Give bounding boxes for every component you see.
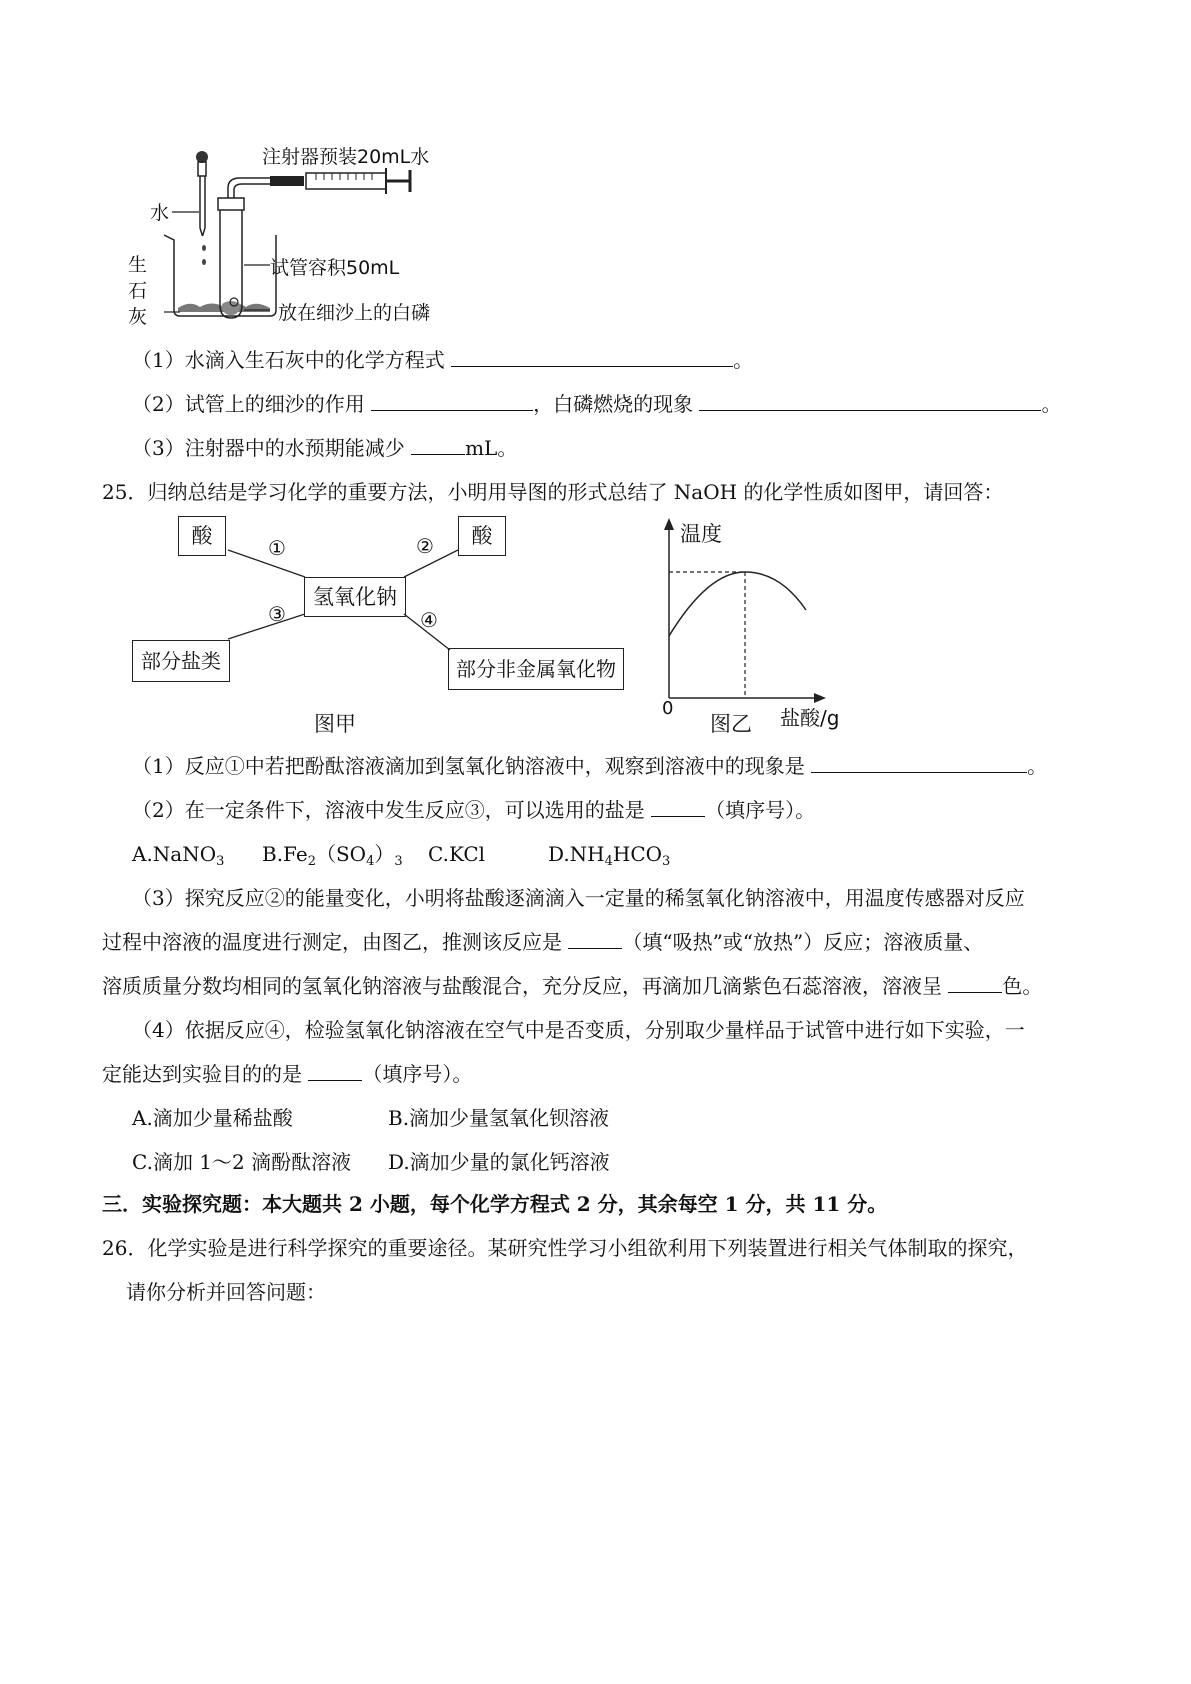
label-reaction-2: ② bbox=[416, 534, 434, 558]
figure-yi bbox=[650, 512, 870, 742]
q25-part4-option-a[interactable]: A.滴加少量稀盐酸 bbox=[132, 1106, 293, 1130]
answer-blank[interactable] bbox=[308, 1060, 362, 1081]
caption-yi: 图乙 bbox=[710, 712, 752, 736]
q25-part4-line1: （4）依据反应④，检验氢氧化钠溶液在空气中是否变质，分别取少量样品于试管中进行如下实验，一 bbox=[132, 1018, 1025, 1042]
box-salts: 部分盐类 bbox=[132, 640, 230, 682]
answer-blank[interactable] bbox=[371, 390, 533, 411]
q24-part1: （1）水滴入生石灰中的化学方程式 。 bbox=[132, 348, 754, 372]
figure-jia bbox=[130, 512, 630, 742]
answer-blank[interactable] bbox=[948, 972, 1002, 993]
box-nonmetal-oxides: 部分非金属氧化物 bbox=[448, 648, 624, 690]
q26-line2: 请你分析并回答问题： bbox=[126, 1280, 326, 1304]
option-a[interactable]: A.NaNO$_3$ bbox=[132, 842, 225, 869]
q25-part3-line2: 过程中溶液的温度进行测定，由图乙，推测该反应是 （填“吸热”或“放热”）反应；溶液质量、 bbox=[102, 930, 984, 954]
answer-blank[interactable] bbox=[699, 390, 1041, 411]
q25-part4-option-b[interactable]: B.滴加少量氢氧化钡溶液 bbox=[388, 1106, 610, 1130]
q25-part1: （1）反应①中若把酚酞溶液滴加到氢氧化钠溶液中，观察到溶液中的现象是 。 bbox=[132, 754, 1048, 778]
q26-line1: 26．化学实验是进行科学探究的重要途径。某研究性学习小组欲利用下列装置进行相关气体制取的探究， bbox=[102, 1236, 1028, 1260]
graph-origin: 0 bbox=[662, 698, 674, 719]
answer-blank[interactable] bbox=[411, 434, 465, 455]
option-c[interactable]: C.KCl bbox=[428, 842, 486, 866]
box-acid-right: 酸 bbox=[458, 516, 506, 556]
label-lime-2: 石 bbox=[128, 280, 148, 302]
q24-part3: （3）注射器中的水预期能减少 mL。 bbox=[132, 436, 518, 460]
label-syringe: 注射器预装20mL水 bbox=[262, 146, 430, 168]
option-b[interactable]: $B.Fe_2(SO_4)_3$ bbox=[262, 842, 403, 869]
q25-part3-line1: （3）探究反应②的能量变化，小明将盐酸逐滴滴入一定量的稀氢氧化钠溶液中，用温度传感器对反应 bbox=[132, 886, 1025, 910]
label-lime-3: 灰 bbox=[128, 306, 148, 328]
label-reaction-3: ③ bbox=[268, 602, 286, 626]
q24-part2: （2）试管上的细沙的作用 ，白磷燃烧的现象 。 bbox=[132, 392, 1062, 416]
box-acid-left: 酸 bbox=[178, 516, 226, 556]
q25-part4-option-d[interactable]: D.滴加少量的氯化钙溶液 bbox=[388, 1150, 610, 1174]
graph-ylabel: 温度 bbox=[680, 522, 722, 546]
caption-jia: 图甲 bbox=[314, 712, 356, 736]
label-tube: 试管容积50mL bbox=[270, 257, 400, 279]
label-reaction-4: ④ bbox=[420, 608, 438, 632]
label-lime-1: 生 bbox=[128, 254, 148, 276]
box-naoh: 氢氧化钠 bbox=[304, 577, 406, 617]
label-reaction-1: ① bbox=[268, 536, 286, 560]
answer-blank[interactable] bbox=[451, 346, 733, 367]
answer-blank[interactable] bbox=[568, 928, 622, 949]
q25-title: 25．归纳总结是学习化学的重要方法，小明用导图的形式总结了 NaOH 的化学性质如图甲，请回答： bbox=[102, 480, 1004, 504]
q25-part3-line3: 溶质质量分数均相同的氢氧化钠溶液与盐酸混合，充分反应，再滴加几滴紫色石蕊溶液，溶液呈 色。 bbox=[102, 974, 1043, 998]
section-3-heading: 三．实验探究题：本大题共 2 小题，每个化学方程式 2 分，其余每空 1 分，共 11 分。 bbox=[102, 1192, 888, 1216]
q25-part4-option-c[interactable]: C.滴加 1～2 滴酚酞溶液 bbox=[132, 1150, 352, 1174]
graph-xlabel: 盐酸/g bbox=[780, 706, 840, 730]
apparatus-figure bbox=[120, 140, 480, 355]
answer-blank[interactable] bbox=[651, 796, 705, 817]
label-water: 水 bbox=[150, 202, 170, 224]
q25-part4-line2: 定能达到实验目的的是 （填序号）。 bbox=[102, 1062, 473, 1086]
label-phosphorus: 放在细沙上的白磷 bbox=[278, 302, 431, 324]
q25-part2: （2）在一定条件下，溶液中发生反应③，可以选用的盐是 （填序号）。 bbox=[132, 798, 816, 822]
answer-blank[interactable] bbox=[811, 752, 1027, 773]
option-d[interactable]: $D.NH_4HCO_3$ bbox=[548, 842, 671, 869]
